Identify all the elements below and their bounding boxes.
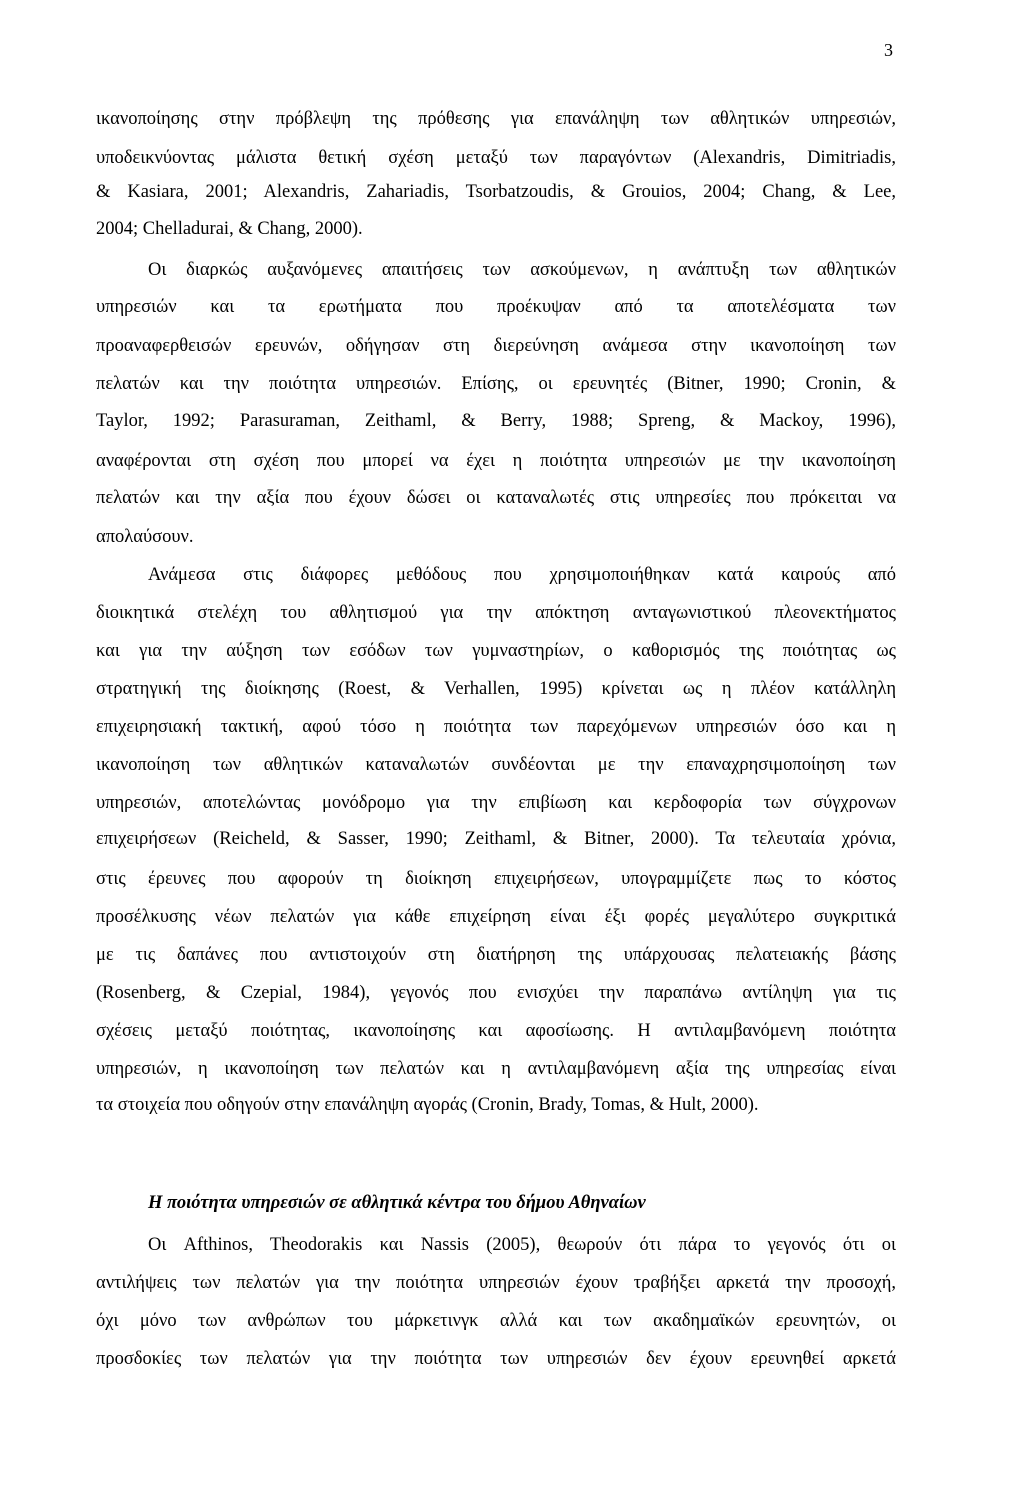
page-number: 3 <box>884 40 893 60</box>
text-line: με τις δαπάνες που αντιστοιχούν στη διατήρηση της υπάρχουσας πελατειακής βάσης <box>96 945 896 965</box>
text-line: Οι διαρκώς αυξανόμενες απαιτήσεις των ασκούμενων, η ανάπτυξη των αθλητικών <box>148 260 896 280</box>
text-line: σχέσεις μεταξύ ποιότητας, ικανοποίησης και αφοσίωσης. Η αντιλαμβανόμενη ποιότητα <box>96 1021 896 1041</box>
text-line: στις έρευνες που αφορούν τη διοίκηση επιχειρήσεων, υπογραμμίζετε πως το κόστος <box>96 869 896 889</box>
text-line: ικανοποίησης στην πρόβλεψη της πρόθεσης για επανάληψη των αθλητικών υπηρεσιών, <box>96 109 896 129</box>
text-line: τα στοιχεία που οδηγούν στην επανάληψη αγοράς (Cronin, Brady, Tomas, & Hult, 2000). <box>96 1095 759 1115</box>
text-line: υπηρεσιών, η ικανοποίηση των πελατών και η αντιλαμβανόμενη αξία της υπηρεσίας είναι <box>96 1059 896 1079</box>
text-line: υπηρεσιών και τα ερωτήματα που προέκυψαν από τα αποτελέσματα των <box>96 297 896 317</box>
text-line: προσδοκίες των πελατών για την ποιότητα των υπηρεσιών δεν έχουν ερευνηθεί αρκετά <box>96 1349 896 1369</box>
text-line: υποδεικνύοντας μάλιστα θετική σχέση μεταξύ των παραγόντων (Alexandris, Dimitriadis, <box>96 148 896 168</box>
text-line: ικανοποίηση των αθλητικών καταναλωτών συνδέονται με την επαναχρησιμοποίηση των <box>96 755 896 775</box>
text-line: και για την αύξηση των εσόδων των γυμναστηρίων, ο καθορισμός της ποιότητας ως <box>96 641 896 661</box>
text-line: Ανάμεσα στις διάφορες μεθόδους που χρησιμοποιήθηκαν κατά καιρούς από <box>148 565 896 585</box>
text-line: πελατών και την αξία που έχουν δώσει οι καταναλωτές στις υπηρεσίες που πρόκειται να <box>96 488 896 508</box>
text-line: (Rosenberg, & Czepial, 1984), γεγονός που ενισχύει την παραπάνω αντίληψη για τις <box>96 983 896 1003</box>
text-line: & Kasiara, 2001; Alexandris, Zahariadis, Tsorbatzoudis, & Grouios, 2004; Chang, & Lee, <box>96 182 896 202</box>
text-line: επιχειρήσεων (Reicheld, & Sasser, 1990; Zeithaml, & Bitner, 2000). Τα τελευταία χρόνια, <box>96 829 896 849</box>
text-line: πελατών και την ποιότητα υπηρεσιών. Επίσης, οι ερευνητές (Bitner, 1990; Cronin, & <box>96 374 896 394</box>
text-line: όχι μόνο των ανθρώπων του μάρκετινγκ αλλά και των ακαδημαϊκών ερευνητών, οι <box>96 1311 896 1331</box>
text-line: προαναφερθεισών ερευνών, οδήγησαν στη διερεύνηση ανάμεσα στην ικανοποίηση των <box>96 336 896 356</box>
text-line: αντιλήψεις των πελατών για την ποιότητα υπηρεσιών έχουν τραβήξει αρκετά την προσοχή, <box>96 1273 896 1293</box>
section-heading: Η ποιότητα υπηρεσιών σε αθλητικά κέντρα του δήμου Αθηναίων <box>148 1193 646 1213</box>
text-line: απολαύσουν. <box>96 527 194 547</box>
text-line: αναφέρονται στη σχέση που μπορεί να έχει η ποιότητα υπηρεσιών με την ικανοποίηση <box>96 451 896 471</box>
text-line: Taylor, 1992; Parasuraman, Zeithaml, & Berry, 1988; Spreng, & Mackoy, 1996), <box>96 411 896 431</box>
text-line: επιχειρησιακή τακτική, αφού τόσο η ποιότητα των παρεχόμενων υπηρεσιών όσο και η <box>96 717 896 737</box>
text-line: υπηρεσιών, αποτελώντας μονόδρομο για την επιβίωση και κερδοφορία των σύγχρονων <box>96 793 896 813</box>
text-line: 2004; Chelladurai, & Chang, 2000). <box>96 219 363 239</box>
text-line: προσέλκυσης νέων πελατών για κάθε επιχείρηση είναι έξι φορές μεγαλύτερο συγκριτικά <box>96 907 896 927</box>
text-line: διοικητικά στελέχη του αθλητισμού για την απόκτηση ανταγωνιστικού πλεονεκτήματος <box>96 603 896 623</box>
text-line: στρατηγική της διοίκησης (Roest, & Verhallen, 1995) κρίνεται ως η πλέον κατάλληλη <box>96 679 896 699</box>
text-line: Οι Afthinos, Theodorakis και Nassis (2005), θεωρούν ότι πάρα το γεγονός ότι οι <box>148 1235 896 1255</box>
